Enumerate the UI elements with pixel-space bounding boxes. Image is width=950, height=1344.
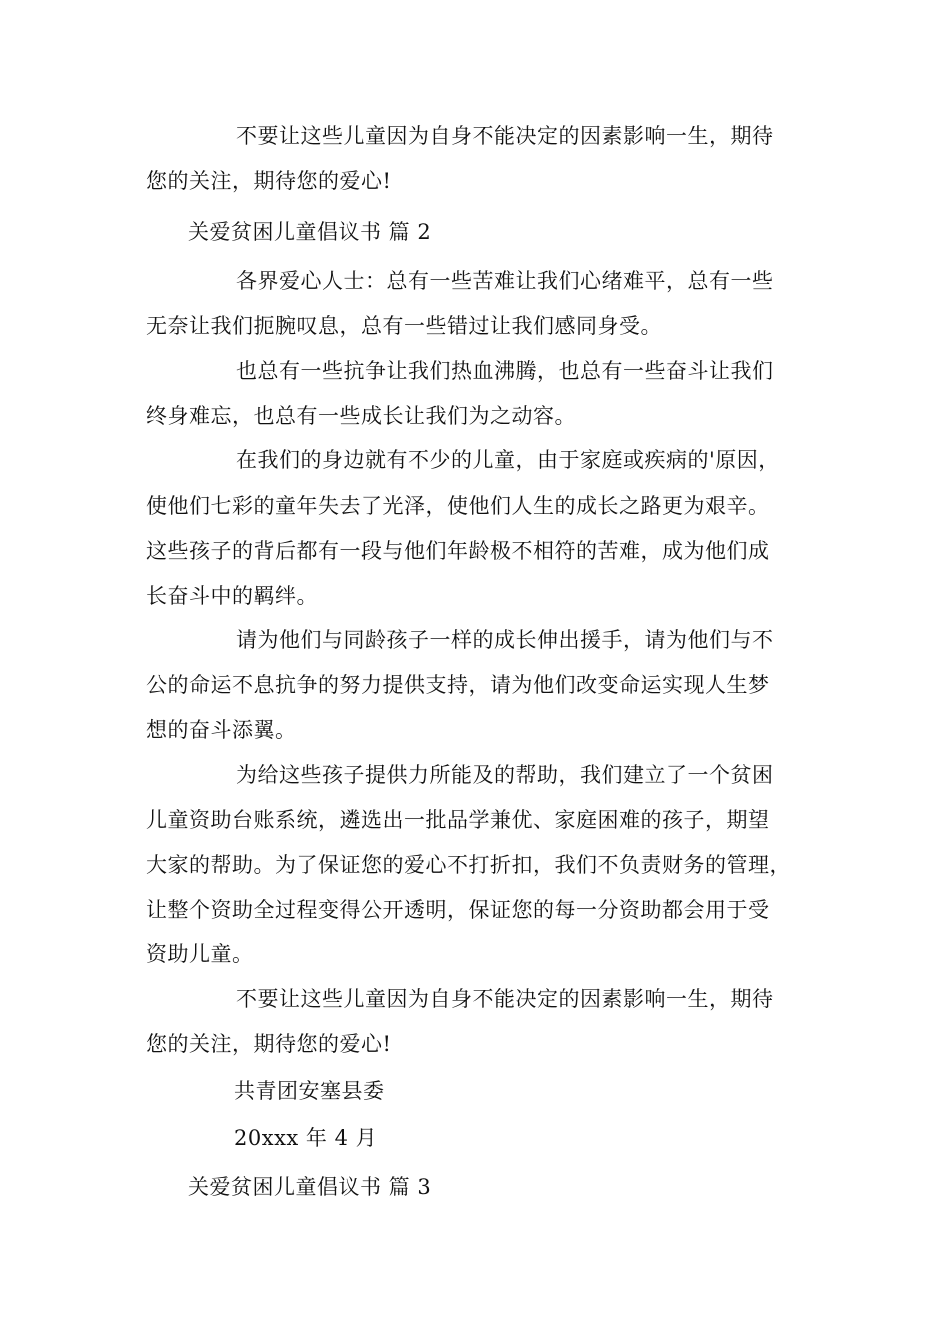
paragraph-line: 也总有一些抗争让我们热血沸腾，也总有一些奋斗让我们 <box>236 359 774 383</box>
paragraph-line: 您的关注，期待您的爱心! <box>146 169 392 193</box>
section-heading: 关爱贫困儿童倡议书 篇 3 <box>188 1175 432 1199</box>
paragraph-line: 不要让这些儿童因为自身不能决定的因素影响一生，期待 <box>236 987 774 1011</box>
paragraph-line: 终身难忘，也总有一些成长让我们为之动容。 <box>146 404 576 428</box>
signature-organization: 共青团安塞县委 <box>234 1079 385 1103</box>
paragraph-line: 长奋斗中的羁绊。 <box>146 584 318 608</box>
paragraph-line: 无奈让我们扼腕叹息，总有一些错过让我们感同身受。 <box>146 314 662 338</box>
paragraph-line: 使他们七彩的童年失去了光泽，使他们人生的成长之路更为艰辛。 <box>146 494 770 518</box>
paragraph-line: 在我们的身边就有不少的儿童，由于家庭或疾病的'原因， <box>236 448 780 472</box>
paragraph-line: 公的命运不息抗争的努力提供支持，请为他们改变命运实现人生梦 <box>146 673 770 697</box>
section-heading: 关爱贫困儿童倡议书 篇 2 <box>188 220 432 244</box>
paragraph-line: 大家的帮助。为了保证您的爱心不打折扣，我们不负责财务的管理， <box>146 853 791 877</box>
signature-date: 20xxx 年 4 月 <box>234 1126 378 1150</box>
paragraph-line: 让整个资助全过程变得公开透明，保证您的每一分资助都会用于受 <box>146 898 770 922</box>
paragraph-line: 资助儿童。 <box>146 942 254 966</box>
paragraph-line: 想的奋斗添翼。 <box>146 718 297 742</box>
paragraph-line: 为给这些孩子提供力所能及的帮助，我们建立了一个贫困 <box>236 763 774 787</box>
paragraph-line: 儿童资助台账系统，遴选出一批品学兼优、家庭困难的孩子，期望 <box>146 808 770 832</box>
paragraph-line: 不要让这些儿童因为自身不能决定的因素影响一生，期待 <box>236 124 774 148</box>
paragraph-line: 各界爱心人士：总有一些苦难让我们心绪难平，总有一些 <box>236 269 774 293</box>
paragraph-line: 这些孩子的背后都有一段与他们年龄极不相符的苦难，成为他们成 <box>146 539 770 563</box>
paragraph-line: 您的关注，期待您的爱心! <box>146 1032 392 1056</box>
paragraph-line: 请为他们与同龄孩子一样的成长伸出援手，请为他们与不 <box>236 628 774 652</box>
